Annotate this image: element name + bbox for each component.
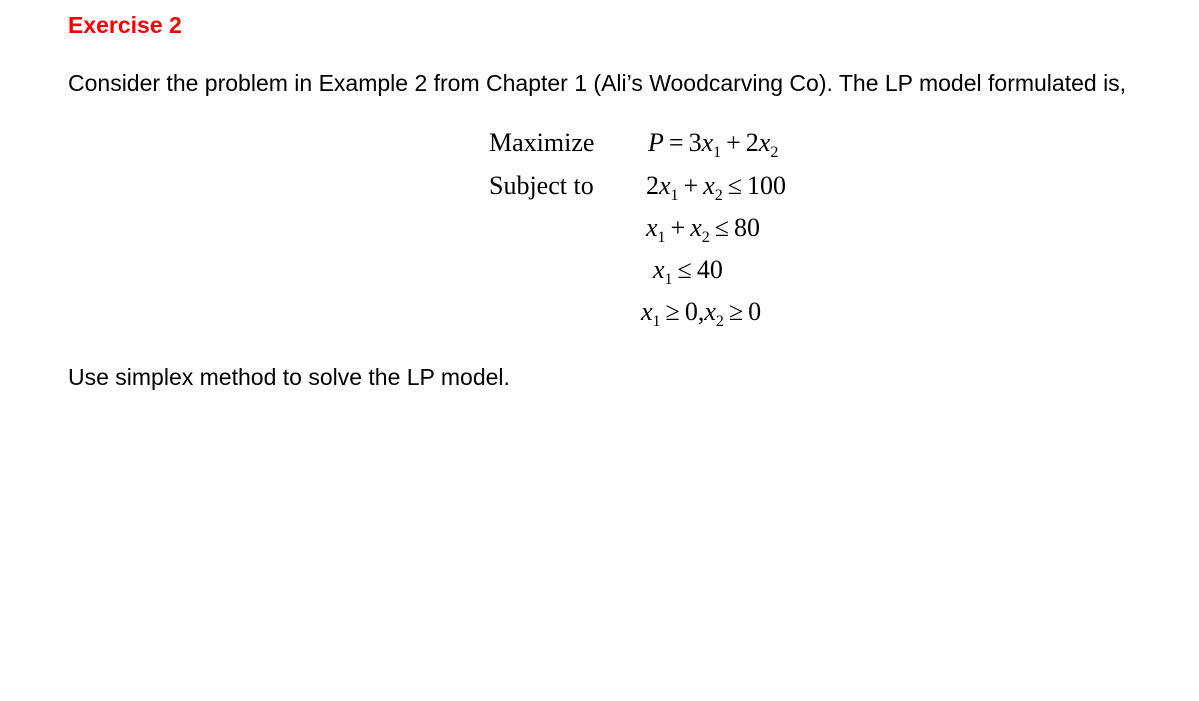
right-hand-side: 80: [734, 213, 761, 242]
objective-variable: P: [648, 128, 664, 157]
right-hand-side: 100: [747, 171, 787, 200]
plus-sign: +: [726, 128, 741, 157]
variable-x: x: [703, 171, 715, 200]
variable-x: x: [690, 213, 702, 242]
right-hand-side: 40: [696, 255, 723, 284]
coefficient: 2: [745, 128, 759, 157]
variable-x: x: [758, 128, 771, 157]
subscript: 2: [714, 187, 723, 204]
coefficient: 3: [688, 128, 702, 157]
right-hand-side: 0: [684, 297, 698, 326]
instruction-text: Use simplex method to solve the LP model.: [68, 364, 510, 390]
variable-x: x: [653, 255, 665, 284]
exercise-title: Exercise 2: [68, 12, 182, 38]
equals-sign: =: [668, 128, 684, 157]
greater-equal-sign: ≥: [665, 297, 680, 326]
variable-x: x: [659, 171, 671, 200]
coefficient: 2: [646, 171, 659, 200]
subscript: 1: [652, 313, 661, 330]
subscript: 1: [664, 271, 673, 288]
subscript: 1: [657, 229, 666, 246]
problem-statement: Consider the problem in Example 2 from Chapter 1 (Ali’s Woodcarving Co). The LP model formulated is,: [68, 70, 1127, 96]
subject-to-label: Subject to: [489, 171, 594, 200]
plus-sign: +: [670, 213, 686, 242]
less-equal-sign: ≤: [677, 255, 692, 284]
variable-x: x: [641, 297, 653, 326]
constraint-1: [646, 171, 787, 204]
constraint-2: [646, 213, 761, 246]
subscript: 2: [701, 229, 710, 246]
variable-x: x: [701, 128, 714, 157]
subscript: 2: [715, 313, 724, 330]
variable-x: x: [704, 297, 716, 326]
subscript: 2: [770, 144, 779, 161]
variable-x: x: [646, 213, 658, 242]
comma: ,: [697, 297, 705, 326]
subscript: 1: [713, 144, 722, 161]
nonnegativity-constraint: [641, 297, 762, 330]
constraint-3: [653, 255, 723, 288]
less-equal-sign: ≤: [714, 213, 730, 242]
right-hand-side: 0: [748, 297, 762, 326]
maximize-label: Maximize: [489, 128, 595, 157]
subscript: 1: [670, 187, 679, 204]
greater-equal-sign: ≥: [728, 297, 744, 326]
objective-function: [648, 128, 779, 161]
plus-sign: +: [683, 171, 699, 200]
less-equal-sign: ≤: [727, 171, 743, 200]
